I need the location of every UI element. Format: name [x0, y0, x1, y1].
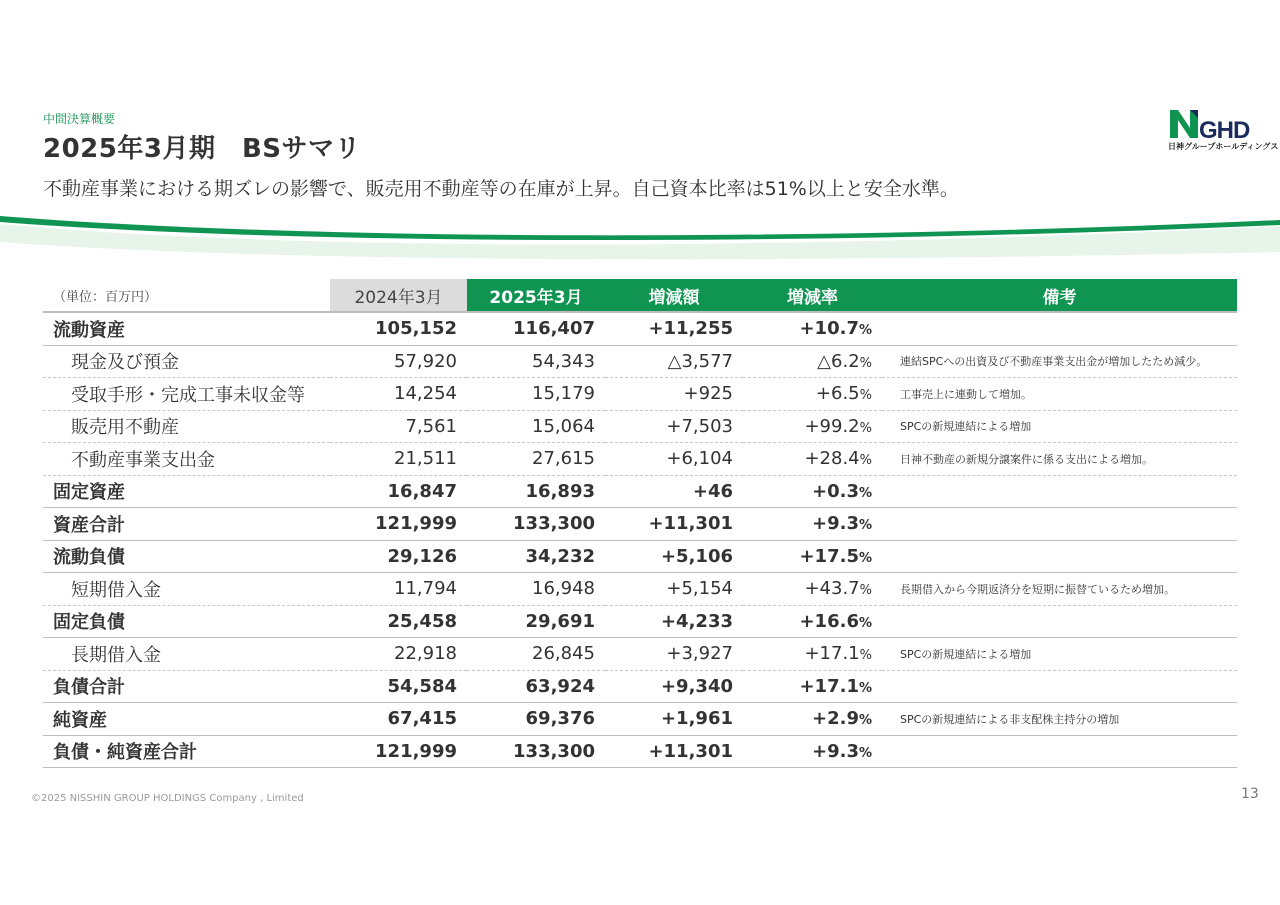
row-label: 現金及び預金	[43, 345, 330, 378]
logo-caption: 日神グループホールディングス	[1168, 142, 1279, 151]
row-note: 長期借入から今期返済分を短期に振替ているため増加。	[882, 573, 1237, 606]
value-2025: 34,232	[467, 540, 605, 573]
value-2024: 16,847	[330, 475, 467, 508]
percent-sign: %	[858, 550, 872, 566]
value-2024: 11,794	[330, 573, 467, 606]
bs-summary-table	[43, 279, 1237, 768]
value-diff: +3,927	[605, 638, 743, 671]
row-note: SPCの新規連結による増加	[882, 410, 1237, 443]
percent-sign: %	[858, 745, 872, 761]
percent-sign: %	[859, 453, 872, 469]
table-row	[43, 703, 1237, 736]
value-rate	[743, 378, 882, 411]
row-note: 連結SPCへの出資及び不動産事業支出金が増加したため減少。	[882, 345, 1237, 378]
table-row	[43, 508, 1237, 541]
row-label: 流動資産	[43, 312, 330, 345]
row-label: 負債・純資産合計	[43, 735, 330, 768]
value-2025: 63,924	[467, 670, 605, 703]
value-rate	[743, 605, 882, 638]
value-2024: 25,458	[330, 605, 467, 638]
table-row	[43, 378, 1237, 411]
rate-value: +28.4	[804, 448, 860, 470]
table-row	[43, 573, 1237, 606]
page-number: 13	[1241, 786, 1259, 802]
value-2025: 26,845	[467, 638, 605, 671]
value-rate	[743, 670, 882, 703]
value-2025: 133,300	[467, 508, 605, 541]
page-title: 2025年3月期 BSサマリ	[43, 134, 361, 164]
value-2024: 21,511	[330, 443, 467, 476]
table-row	[43, 670, 1237, 703]
percent-sign: %	[858, 713, 872, 729]
value-rate	[743, 508, 882, 541]
row-note	[882, 670, 1237, 703]
row-note	[882, 312, 1237, 345]
table-row	[43, 605, 1237, 638]
value-2025: 133,300	[467, 735, 605, 768]
row-note	[882, 605, 1237, 638]
unit-label: （単位：百万円）	[43, 279, 330, 312]
col-header-diff: 増減額	[605, 279, 743, 312]
value-diff: +7,503	[605, 410, 743, 443]
value-2025: 15,064	[467, 410, 605, 443]
value-2024: 67,415	[330, 703, 467, 736]
value-2025: 16,893	[467, 475, 605, 508]
row-label: 純資産	[43, 703, 330, 736]
logo-n-mark	[1170, 110, 1198, 138]
section-category: 中間決算概要	[43, 112, 116, 126]
percent-sign: %	[858, 680, 872, 696]
percent-sign: %	[858, 615, 872, 631]
value-rate	[743, 540, 882, 573]
value-diff: +6,104	[605, 443, 743, 476]
value-diff: △3,577	[605, 345, 743, 378]
table-row	[43, 638, 1237, 671]
value-diff: +5,106	[605, 540, 743, 573]
percent-sign: %	[858, 518, 872, 534]
rate-value: △6.2	[817, 350, 860, 372]
value-2025: 27,615	[467, 443, 605, 476]
rate-value: +99.2	[804, 415, 860, 437]
rate-value: +10.7	[799, 318, 859, 340]
rate-value: +0.3	[812, 480, 859, 502]
value-diff: +11,301	[605, 508, 743, 541]
value-diff: +1,961	[605, 703, 743, 736]
row-label: 長期借入金	[43, 638, 330, 671]
value-diff: +9,340	[605, 670, 743, 703]
value-rate	[743, 312, 882, 345]
row-note: 工事売上に連動して増加。	[882, 378, 1237, 411]
value-2025: 69,376	[467, 703, 605, 736]
percent-sign: %	[859, 388, 872, 404]
rate-value: +9.3	[812, 740, 859, 762]
value-rate	[743, 345, 882, 378]
row-note: 日神不動産の新規分譲案件に係る支出による増加。	[882, 443, 1237, 476]
table-body	[43, 312, 1237, 768]
col-header-rate: 増減率	[743, 279, 882, 312]
table-row	[43, 540, 1237, 573]
row-note	[882, 540, 1237, 573]
value-rate	[743, 410, 882, 443]
row-label: 短期借入金	[43, 573, 330, 606]
table-row	[43, 475, 1237, 508]
row-label: 資産合計	[43, 508, 330, 541]
copyright: ©2025 NISSHIN GROUP HOLDINGS Company , Limited	[31, 793, 304, 804]
rate-value: +17.1	[804, 643, 860, 665]
value-rate	[743, 703, 882, 736]
percent-sign: %	[858, 323, 872, 339]
value-2024: 57,920	[330, 345, 467, 378]
col-header-notes: 備考	[882, 279, 1237, 312]
percent-sign: %	[859, 420, 872, 436]
table-row	[43, 410, 1237, 443]
value-rate	[743, 638, 882, 671]
row-note: SPCの新規連結による非支配株主持分の増加	[882, 703, 1237, 736]
value-2025: 54,343	[467, 345, 605, 378]
value-2024: 29,126	[330, 540, 467, 573]
value-2025: 29,691	[467, 605, 605, 638]
page-subtitle: 不動産事業における期ズレの影響で、販売用不動産等の在庫が上昇。自己資本比率は51%以上と安全水準。	[43, 178, 959, 200]
value-diff: +5,154	[605, 573, 743, 606]
rate-value: +9.3	[812, 513, 859, 535]
value-diff: +925	[605, 378, 743, 411]
value-2025: 16,948	[467, 573, 605, 606]
table-row	[43, 735, 1237, 768]
decorative-wave	[0, 212, 1280, 262]
col-header-2025: 2025年3月	[467, 279, 605, 312]
rate-value: +17.5	[799, 545, 859, 567]
value-rate	[743, 475, 882, 508]
value-2025: 116,407	[467, 312, 605, 345]
percent-sign: %	[858, 485, 872, 501]
rate-value: +17.1	[799, 675, 859, 697]
rate-value: +6.5	[815, 383, 860, 405]
row-label: 負債合計	[43, 670, 330, 703]
value-2025: 15,179	[467, 378, 605, 411]
value-2024: 105,152	[330, 312, 467, 345]
logo-text: GHD	[1199, 117, 1250, 144]
row-note	[882, 508, 1237, 541]
rate-value: +16.6	[799, 610, 859, 632]
value-2024: 54,584	[330, 670, 467, 703]
table-row	[43, 345, 1237, 378]
row-label: 不動産事業支出金	[43, 443, 330, 476]
value-2024: 121,999	[330, 508, 467, 541]
table-header-row	[43, 279, 1237, 312]
rate-value: +2.9	[812, 708, 859, 730]
value-rate	[743, 573, 882, 606]
value-2024: 22,918	[330, 638, 467, 671]
row-note	[882, 475, 1237, 508]
value-2024: 7,561	[330, 410, 467, 443]
row-label: 受取手形・完成工事未収金等	[43, 378, 330, 411]
value-rate	[743, 443, 882, 476]
value-diff: +11,255	[605, 312, 743, 345]
value-diff: +46	[605, 475, 743, 508]
row-label: 販売用不動産	[43, 410, 330, 443]
row-label: 流動負債	[43, 540, 330, 573]
percent-sign: %	[859, 355, 872, 371]
table-row	[43, 443, 1237, 476]
percent-sign: %	[859, 583, 872, 599]
value-diff: +4,233	[605, 605, 743, 638]
value-2024: 121,999	[330, 735, 467, 768]
row-label: 固定負債	[43, 605, 330, 638]
row-note	[882, 735, 1237, 768]
row-note: SPCの新規連結による増加	[882, 638, 1237, 671]
col-header-2024: 2024年3月	[330, 279, 467, 312]
value-diff: +11,301	[605, 735, 743, 768]
rate-value: +43.7	[804, 578, 860, 600]
row-label: 固定資産	[43, 475, 330, 508]
value-2024: 14,254	[330, 378, 467, 411]
table-row	[43, 312, 1237, 345]
percent-sign: %	[859, 648, 872, 664]
value-rate	[743, 735, 882, 768]
